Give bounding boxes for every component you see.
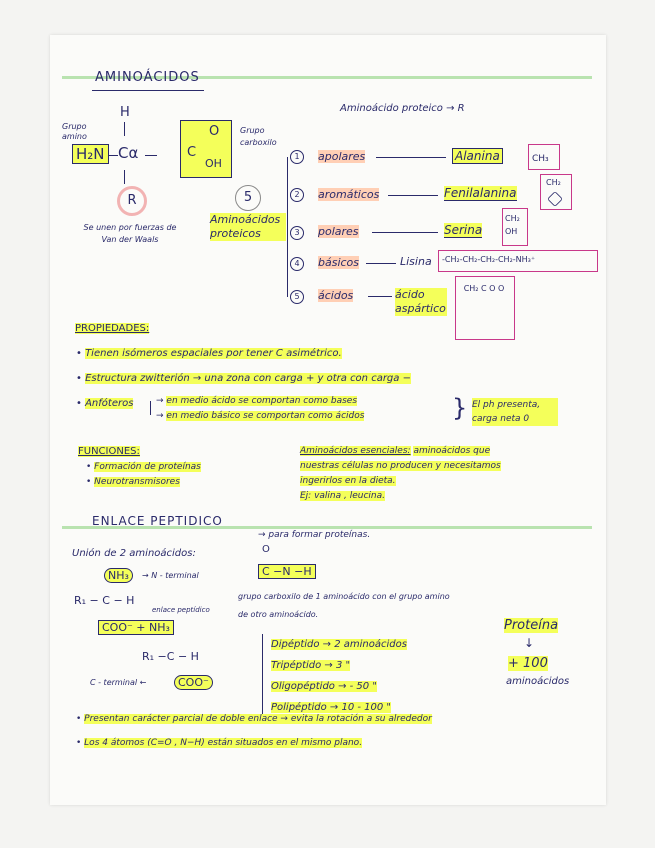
- enlace-bullet: • Los 4 átomos (C=O , N−H) están situados en el mismo plano.: [76, 738, 363, 748]
- class-arrow: [376, 157, 446, 158]
- class-arrow: [366, 263, 396, 264]
- anfoteros-result: El ph presenta, carga neta 0: [472, 398, 558, 426]
- class-radical: CH₂ OH: [505, 214, 520, 236]
- section-title-propiedades: PROPIEDADES:: [75, 323, 150, 334]
- classes-bracket: [287, 157, 288, 297]
- van-der-waals-note: Se unen por fuerzas de Van der Waals: [83, 223, 177, 244]
- class-arrow: [368, 296, 392, 297]
- formula-o: O: [209, 124, 220, 139]
- mas-100: + 100: [508, 656, 548, 671]
- class-radical: CH₂: [546, 178, 561, 187]
- aminoacidos-word: aminoácidos: [506, 676, 570, 687]
- class-num: 1: [290, 150, 304, 164]
- formula-h2n: H₂N: [72, 144, 109, 164]
- formula-oh: OH: [205, 157, 222, 170]
- brace-icon: }: [452, 394, 468, 422]
- header-proteico: Aminoácido proteico → R: [340, 103, 465, 114]
- class-arrow: [372, 232, 438, 233]
- r1-c-h-second: R₁ −C − H: [142, 650, 199, 663]
- class-num: 5: [290, 290, 304, 304]
- n-terminal-label: → N - terminal: [142, 571, 199, 580]
- propiedad-item: • Estructura zwitterión → una zona con carga + y otra con carga −: [76, 373, 411, 384]
- anfoteros-branch-line: [150, 401, 151, 415]
- class-type: polares: [318, 225, 359, 238]
- c-terminal-label: C - terminal ←: [90, 678, 147, 687]
- enlace-union: Unión de 2 aminoácidos:: [72, 548, 196, 559]
- bond-o: O: [262, 544, 270, 555]
- funcion-item: • Formación de proteínas: [86, 462, 201, 472]
- class-type: aromáticos: [318, 188, 380, 201]
- bond-top: [124, 122, 125, 136]
- formula-r: R: [117, 186, 147, 216]
- enlace-para: → para formar proteínas.: [258, 530, 371, 540]
- esenciales-block: Aminoácidos esenciales: aminoácidos que nuestras células no producen y necesitamos ingerirlos en la dieta. Ej: valina , leucina.: [300, 446, 501, 501]
- class-example: ácido aspártico: [395, 288, 446, 315]
- bond-cnh: C −N −H: [258, 564, 316, 579]
- formula-cooh: [180, 120, 232, 178]
- coo-nh3: COO⁻ + NH₃: [98, 620, 174, 635]
- nh3-top: NH₃: [104, 568, 133, 583]
- class-arrow: [388, 195, 438, 196]
- coo-bottom: COO⁻: [174, 675, 213, 690]
- class-type: básicos: [318, 256, 360, 269]
- enlace-bullet: • Presentan carácter parcial de doble enlace → evita la rotación a su alrededor: [76, 714, 432, 724]
- class-type: ácidos: [318, 289, 354, 302]
- section-title-enlace: ENLACE PEPTIDICO: [92, 514, 223, 528]
- section-title-funciones: FUNCIONES:: [78, 446, 140, 457]
- circle-five: 5: [235, 185, 261, 211]
- proteina-arrow-icon: ↓: [524, 636, 535, 650]
- class-type: apolares: [318, 150, 366, 163]
- class-num: 3: [290, 226, 304, 240]
- class-radical: CH₂ C O O: [463, 284, 505, 293]
- grupo-amino-label: Grupo amino: [62, 122, 87, 141]
- formula-c: C: [187, 145, 197, 160]
- anfoteros-branch: → en medio ácido se comportan como bases: [156, 396, 358, 406]
- class-radical: CH₃: [532, 154, 549, 164]
- class-example: Lisina: [400, 255, 432, 268]
- anfoteros-branch: → en medio básico se comportan como ácidos: [156, 411, 365, 421]
- grupo-carboxilo-label: Grupo carboxilo: [240, 126, 277, 147]
- propiedad-item: • Anfóteros: [76, 398, 134, 409]
- bond-left: [108, 155, 118, 156]
- class-radical: -CH₂-CH₂-CH₂-CH₂-NH₃⁺: [442, 255, 536, 264]
- title-underline: [92, 90, 204, 91]
- formula-ca: Cα: [118, 144, 139, 162]
- funcion-item: • Neurotransmisores: [86, 477, 180, 487]
- r1-c-h: R₁ − C − H: [74, 594, 135, 607]
- bond-bottom: [124, 170, 125, 184]
- proteina-label: Proteína: [504, 618, 559, 633]
- enlace-peptidico-label: enlace peptídico: [152, 606, 210, 614]
- formula-h: H: [120, 105, 130, 120]
- class-example: Alanina: [452, 148, 503, 164]
- aminoacidos-proteicos-label: Aminoácidos proteicos: [210, 213, 286, 241]
- class-example: Serina: [444, 223, 483, 237]
- grupo-text: grupo carboxilo de 1 aminoácido con el grupo amino de otro aminoácido.: [238, 592, 450, 619]
- section-title-aminoacidos: AMINOÁCIDOS: [95, 70, 200, 85]
- class-num: 4: [290, 257, 304, 271]
- class-example: Fenilalanina: [444, 186, 517, 200]
- bond-right: [145, 155, 157, 156]
- class-num: 2: [290, 188, 304, 202]
- peptidos-list: Dipéptido → 2 aminoácidos Tripéptido → 3 " Oligopéptido → - 50 " Polipéptido → 10 - 100 ": [262, 634, 407, 718]
- propiedad-item: • Tienen isómeros espaciales por tener C asimétrico.: [76, 348, 342, 359]
